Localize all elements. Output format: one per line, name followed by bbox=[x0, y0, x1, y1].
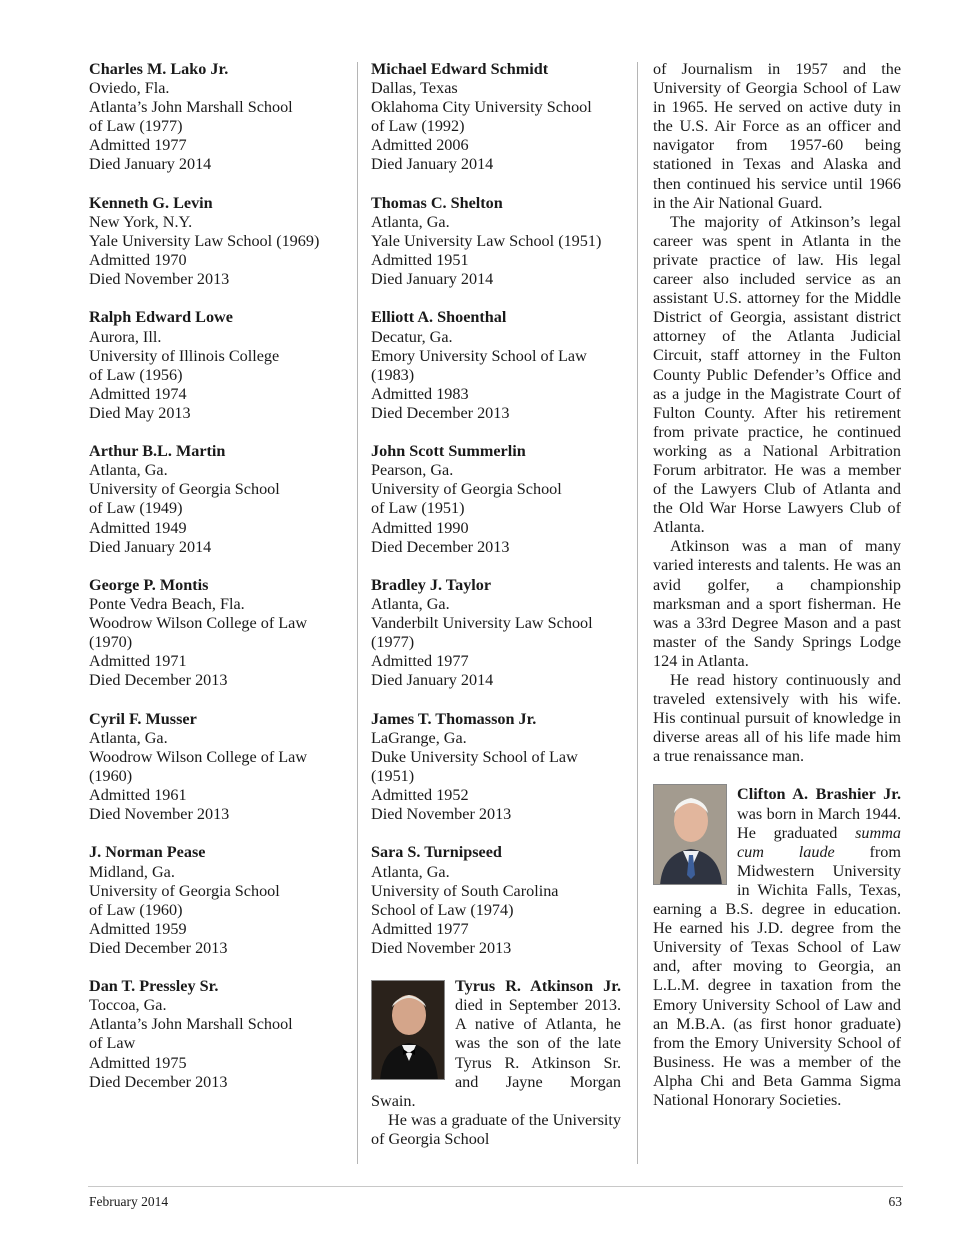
obituary-detail: Pearson, Ga. bbox=[371, 461, 454, 480]
obituary-detail: (1960) bbox=[89, 766, 133, 785]
obituary-detail: (1951) bbox=[371, 766, 415, 785]
obituary-detail: Admitted 1983 bbox=[371, 384, 469, 403]
obituary-detail: Admitted 1977 bbox=[89, 136, 187, 155]
obituary-entry bbox=[89, 442, 351, 557]
obituary-detail: Admitted 1977 bbox=[371, 919, 469, 938]
obituary-entry bbox=[89, 710, 351, 825]
obituary-detail: Yale University Law School (1951) bbox=[371, 231, 602, 250]
obituary-detail: Aurora, Ill. bbox=[89, 327, 162, 346]
obituary-detail: Died November 2013 bbox=[371, 938, 512, 957]
atkinson-photo bbox=[371, 980, 445, 1080]
obituary-detail: Died January 2014 bbox=[371, 155, 494, 174]
obituary-detail: University of South Carolina bbox=[371, 881, 559, 900]
obituary-detail: Oviedo, Fla. bbox=[89, 79, 170, 98]
portrait-icon bbox=[654, 785, 727, 885]
atkinson-paragraph-2: He was a graduate of the University of Georgia School bbox=[371, 1110, 621, 1148]
obituary-name: Elliott A. Shoenthal bbox=[371, 308, 507, 327]
obituary-detail: Toccoa, Ga. bbox=[89, 996, 167, 1015]
obituary-entry bbox=[89, 308, 351, 423]
obituary-detail: Died December 2013 bbox=[371, 537, 510, 556]
obituary-detail: Admitted 1990 bbox=[371, 518, 469, 537]
obituary-detail: Admitted 2006 bbox=[371, 136, 469, 155]
obituary-detail: Died November 2013 bbox=[89, 270, 230, 289]
obituary-detail: Decatur, Ga. bbox=[371, 327, 453, 346]
column-divider-1 bbox=[357, 62, 358, 1164]
obituary-name: Michael Edward Schmidt bbox=[371, 60, 549, 78]
obituary-detail: New York, N.Y. bbox=[89, 212, 193, 231]
obituary-name: John Scott Summerlin bbox=[371, 442, 526, 461]
obituary-detail: Admitted 1952 bbox=[371, 786, 469, 805]
footer-rule bbox=[88, 1186, 903, 1187]
obituary-detail: Admitted 1970 bbox=[89, 251, 187, 270]
obituary-name: Sara S. Turnipseed bbox=[371, 843, 502, 862]
obituary-name: Bradley J. Taylor bbox=[371, 575, 492, 594]
obituary-detail: (1970) bbox=[89, 633, 133, 652]
obituary-detail: Admitted 1977 bbox=[371, 652, 469, 671]
obituary-column-1 bbox=[89, 60, 351, 1111]
obituary-detail: Duke University School of Law bbox=[371, 747, 578, 766]
obituary-detail: of Law bbox=[89, 1034, 136, 1053]
page-number: 63 bbox=[888, 1194, 902, 1209]
obituary-detail: Admitted 1959 bbox=[89, 919, 187, 938]
obituary-detail: Admitted 1949 bbox=[89, 518, 187, 537]
obituary-name: Dan T. Pressley Sr. bbox=[89, 977, 219, 996]
issue-date: February 2014 bbox=[89, 1194, 169, 1209]
obituary-name: Ralph Edward Lowe bbox=[89, 308, 233, 327]
obituary-entry bbox=[89, 60, 351, 175]
obituary-detail: (1983) bbox=[371, 365, 415, 384]
obituary-name: Charles M. Lako Jr. bbox=[89, 60, 229, 78]
obituary-entry bbox=[371, 576, 621, 691]
obituary-detail: Died November 2013 bbox=[371, 805, 512, 824]
column-divider-2 bbox=[637, 62, 638, 1164]
obituary-detail: University of Illinois College bbox=[89, 346, 280, 365]
obituary-detail: of Law (1992) bbox=[371, 117, 465, 136]
obituary-name: Kenneth G. Levin bbox=[89, 193, 213, 212]
obituary-detail: Died January 2014 bbox=[371, 671, 494, 690]
obituary-detail: Died December 2013 bbox=[89, 671, 228, 690]
obituary-detail: Midland, Ga. bbox=[89, 862, 175, 881]
obituary-detail: Died December 2013 bbox=[371, 403, 510, 422]
obituary-detail: Atlanta, Ga. bbox=[371, 595, 450, 613]
obituary-entry bbox=[371, 194, 621, 289]
obituary-detail: of Law (1977) bbox=[89, 117, 183, 136]
obituary-entry bbox=[371, 843, 621, 958]
atkinson-paragraph-1: Tyrus R. Atkinson Jr. died in September 2013. A native of Atlanta, he was the son of the late Tyrus R. Atkinson Sr. and Jayne Morgan Swain. bbox=[371, 977, 621, 1110]
atkinson-name: Tyrus R. Atkinson Jr. bbox=[455, 977, 621, 996]
obituary-detail: Admitted 1974 bbox=[89, 384, 187, 403]
obituary-name: J. Norman Pease bbox=[89, 843, 206, 862]
obituary-detail: Admitted 1971 bbox=[89, 652, 187, 671]
obituary-detail: Died May 2013 bbox=[89, 403, 191, 422]
obituary-entry bbox=[89, 843, 351, 958]
obituary-detail: Died January 2014 bbox=[371, 270, 494, 289]
atkinson-paragraph-6: He read history continuously and traveled extensively with his wife. His continual pursuit of knowledge in diverse areas all of his life made him a true renaissance man. bbox=[653, 671, 901, 766]
obituary-detail: University of Georgia School bbox=[89, 881, 280, 900]
atkinson-paragraph-3: of Journalism in 1957 and the University of Georgia School of Law in 1965. He served on active duty in the U.S. Air Force as an officer and navigator from 1957-60 being stationed in Texas and Alaska and then continued his service until 1966 in the Air National Guard. bbox=[653, 60, 901, 212]
obituary-detail: (1977) bbox=[371, 633, 415, 652]
obituary-column-3 bbox=[653, 60, 901, 1110]
atkinson-paragraph-5: Atkinson was a man of many varied interests and talents. He was an avid golfer, a championship marksman and a sport fisherman. He was a 33rd Degree Mason and a past master of the Sandy Springs Lodge 124 in Atlanta. bbox=[653, 537, 901, 670]
obituary-detail: Yale University Law School (1969) bbox=[89, 231, 320, 250]
obituary-entry bbox=[89, 194, 351, 289]
brashier-obituary bbox=[653, 785, 901, 1110]
obituary-detail: Woodrow Wilson College of Law bbox=[89, 614, 308, 633]
obituary-name: Thomas C. Shelton bbox=[371, 193, 503, 212]
obituary-detail: Died December 2013 bbox=[89, 938, 228, 957]
obituary-name: James T. Thomasson Jr. bbox=[371, 709, 537, 728]
obituary-entry bbox=[371, 710, 621, 825]
obituary-entry bbox=[371, 442, 621, 557]
obituary-entry bbox=[371, 308, 621, 423]
brashier-paragraph: Clifton A. Brashier Jr. was born in March 1944. He graduated summa cum laude from Midwestern University in Wichita Falls, Texas, earning a B.S. degree in education. He earned his J.D. degree from the University of Texas School of Law and, after moving to Georgia, an L.L.M. degree in taxation from the Emory University School of Law and an M.B.A. (as first honor graduate) from the Emory University School of Business. He was a member of the Alpha Chi and Beta Gamma Sigma National Honorary Societies. bbox=[653, 785, 901, 1109]
obituary-detail: School of Law (1974) bbox=[371, 900, 514, 919]
obituary-detail: Oklahoma City University School bbox=[371, 98, 592, 117]
obituary-name: Arthur B.L. Martin bbox=[89, 442, 226, 461]
obituary-detail: University of Georgia School bbox=[371, 480, 562, 499]
obituary-detail: Died January 2014 bbox=[89, 155, 212, 174]
obituary-detail: Vanderbilt University Law School bbox=[371, 614, 593, 633]
obituary-detail: LaGrange, Ga. bbox=[371, 728, 467, 747]
obituary-detail: Died November 2013 bbox=[89, 805, 230, 824]
brashier-name: Clifton A. Brashier Jr. bbox=[737, 785, 901, 804]
obituary-detail: Admitted 1975 bbox=[89, 1053, 187, 1072]
obituary-entry bbox=[371, 60, 621, 175]
portrait-icon bbox=[372, 981, 445, 1080]
obituary-detail: Ponte Vedra Beach, Fla. bbox=[89, 595, 245, 613]
obituary-detail: of Law (1951) bbox=[371, 499, 465, 518]
obituary-detail: Atlanta, Ga. bbox=[89, 728, 168, 747]
obituary-detail: University of Georgia School bbox=[89, 480, 280, 499]
obituary-list-2 bbox=[371, 60, 621, 958]
obituary-detail: Atlanta’s John Marshall School bbox=[89, 1015, 293, 1034]
obituary-detail: of Law (1960) bbox=[89, 900, 183, 919]
atkinson-paragraph-4: The majority of Atkinson’s legal career was spent in Atlanta in the private practice of law. His legal career also included service as an assistant U.S. attorney for the Middle District of Georgia, assistant district attorney of the Atlanta Judicial Circuit, staff attorney in the Fulton County Public Defender’s Office and as a judge in the Magistrate Court of Fulton County. After his retirement from private practice, he continued working as a National Arbitration Forum arbitrator. He was a member of the Lawyers Club of Atlanta and the Old War Horse Lawyers Club of Atlanta. bbox=[653, 212, 901, 537]
obituary-detail: of Law (1949) bbox=[89, 499, 183, 518]
obituary-entry bbox=[89, 977, 351, 1092]
obituary-detail: of Law (1956) bbox=[89, 365, 183, 384]
obituary-name: Cyril F. Musser bbox=[89, 709, 197, 728]
obituary-detail: Woodrow Wilson College of Law bbox=[89, 747, 308, 766]
obituary-detail: Atlanta, Ga. bbox=[371, 212, 450, 231]
obituary-detail: Died January 2014 bbox=[89, 537, 212, 556]
obituary-detail: Died December 2013 bbox=[89, 1072, 228, 1091]
obituary-entry bbox=[89, 576, 351, 691]
obituary-detail: Dallas, Texas bbox=[371, 79, 458, 98]
obituary-column-2 bbox=[371, 60, 621, 1149]
obituary-detail: Admitted 1961 bbox=[89, 786, 187, 805]
brashier-photo bbox=[653, 784, 727, 885]
obituary-name: George P. Montis bbox=[89, 575, 209, 594]
obituary-detail: Atlanta’s John Marshall School bbox=[89, 98, 293, 117]
obituary-detail: Admitted 1951 bbox=[371, 251, 469, 270]
obituary-detail: Atlanta, Ga. bbox=[89, 461, 168, 480]
obituary-detail: Atlanta, Ga. bbox=[371, 862, 450, 881]
atkinson-obituary bbox=[371, 977, 621, 1149]
obituary-detail: Emory University School of Law bbox=[371, 346, 587, 365]
